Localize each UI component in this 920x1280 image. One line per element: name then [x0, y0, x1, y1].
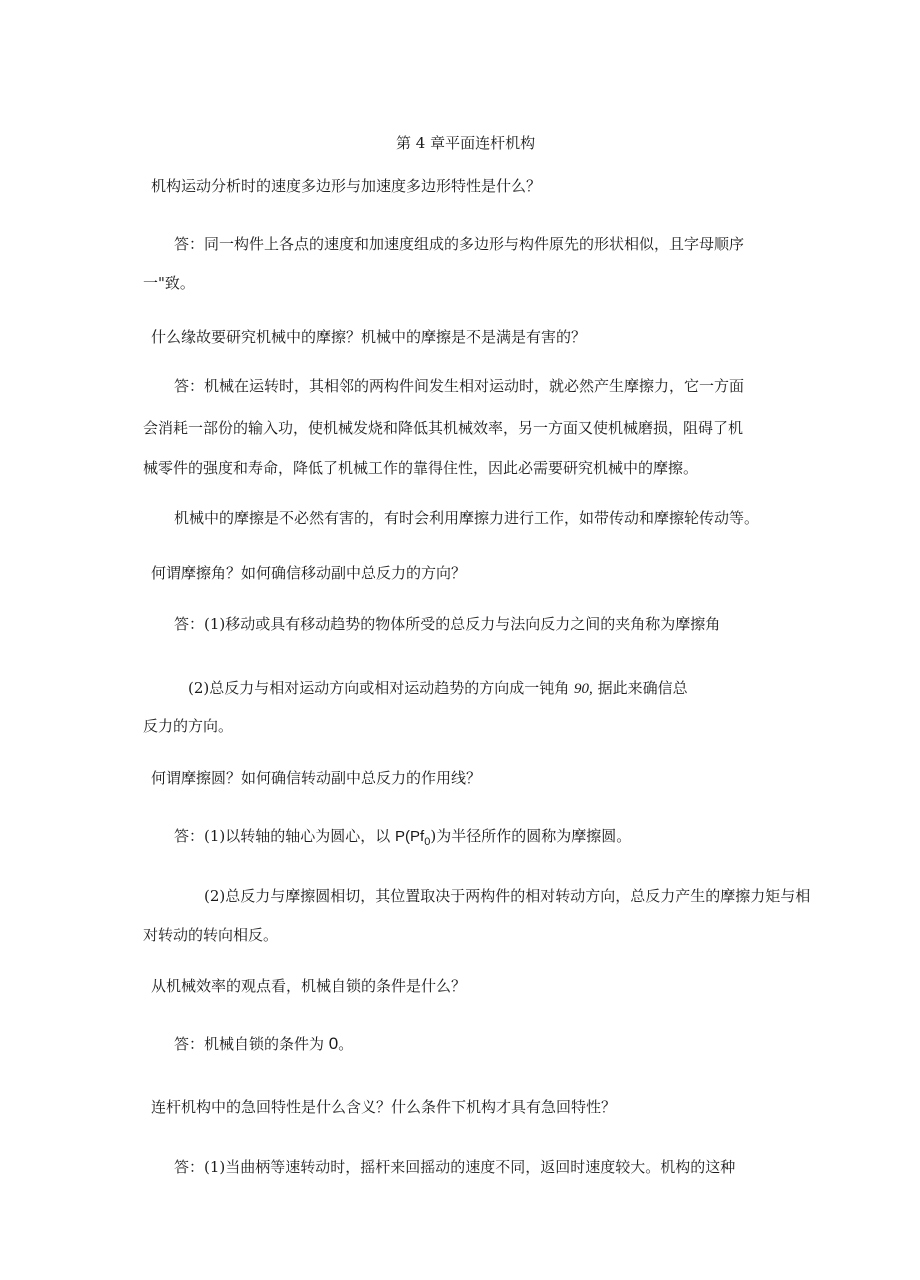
question-5: 从机械效率的观点看，机械自锁的条件是什么？: [151, 977, 467, 995]
answer-2-line-4: 机械中的摩擦是不必然有害的，有时会利用摩擦力进行工作，如带传动和摩擦轮传动等。: [174, 509, 760, 527]
answer-3-line-2-tail: 据此来确信总: [597, 679, 688, 697]
answer-2-line-1: 答：机械在运转时，其相邻的两构件间发生相对运动时，就必然产生摩擦力，它一方面: [174, 377, 745, 395]
answer-3-line-2-text: (2)总反力与相对运动方向或相对运动趋势的方向成一钝角: [188, 679, 570, 697]
answer-4-line-1: [174, 826, 631, 852]
answer-4-line-1-text: 答：(1)以转轴的轴心为圆心，以: [174, 827, 391, 845]
answer-1-line-2: 一"致。: [143, 274, 195, 292]
friction-radius-symbol: P(Pf: [395, 828, 425, 845]
answer-4-line-2: (2)总反力与摩擦圆相切，其位置取决于两构件的相对转动方向，总反力产生的摩擦力矩与相: [204, 887, 811, 905]
answer-5: [174, 1034, 353, 1054]
answer-3-line-2: [188, 678, 688, 699]
question-1: 机构运动分析时的速度多边形与加速度多边形特性是什么？: [151, 177, 542, 195]
answer-2-line-3: 械零件的强度和寿命，降低了机械工作的靠得住性，因此必需要研究机械中的摩擦。: [143, 459, 699, 477]
answer-4-line-1-tail: )为半径所作的圆称为摩擦圆。: [430, 827, 632, 845]
answer-5-text: 答：机械自锁的条件为: [174, 1035, 325, 1053]
question-4: 何谓摩擦圆？如何确信转动副中总反力的作用线？: [151, 769, 482, 787]
question-3: 何谓摩擦角？如何确信移动副中总反力的方向？: [151, 564, 467, 582]
question-2: 什么缘故要研究机械中的摩擦？机械中的摩擦是不是满是有害的？: [151, 328, 587, 346]
answer-1-line-1: 答：同一构件上各点的速度和加速度组成的多边形与构件原先的形状相似，且字母顺序: [174, 235, 745, 253]
friction-radius-subscript: 0: [424, 836, 431, 848]
angle-value: 90,: [574, 681, 593, 697]
answer-5-value: 0: [328, 1034, 339, 1053]
answer-2-line-2: 会消耗一部份的输入功，使机械发烧和降低其机械效率，另一方面又使机械磨损，阻碍了机: [143, 419, 744, 437]
page-title: 第 4 章平面连杆机构: [396, 134, 536, 152]
answer-3-line-3: 反力的方向。: [143, 717, 234, 735]
answer-6-line-1: 答：(1)当曲柄等速转动时，摇杆来回摇动的速度不同，返回时速度较大。机构的这种: [174, 1158, 736, 1176]
answer-4-line-3: 对转动的转向相反。: [143, 926, 279, 944]
answer-3-line-1: 答：(1)移动或具有移动趋势的物体所受的总反力与法向反力之间的夹角称为摩擦角: [174, 615, 721, 633]
question-6: 连杆机构中的急回特性是什么含义？什么条件下机构才具有急回特性？: [151, 1098, 617, 1116]
answer-5-tail: 。: [338, 1035, 354, 1053]
